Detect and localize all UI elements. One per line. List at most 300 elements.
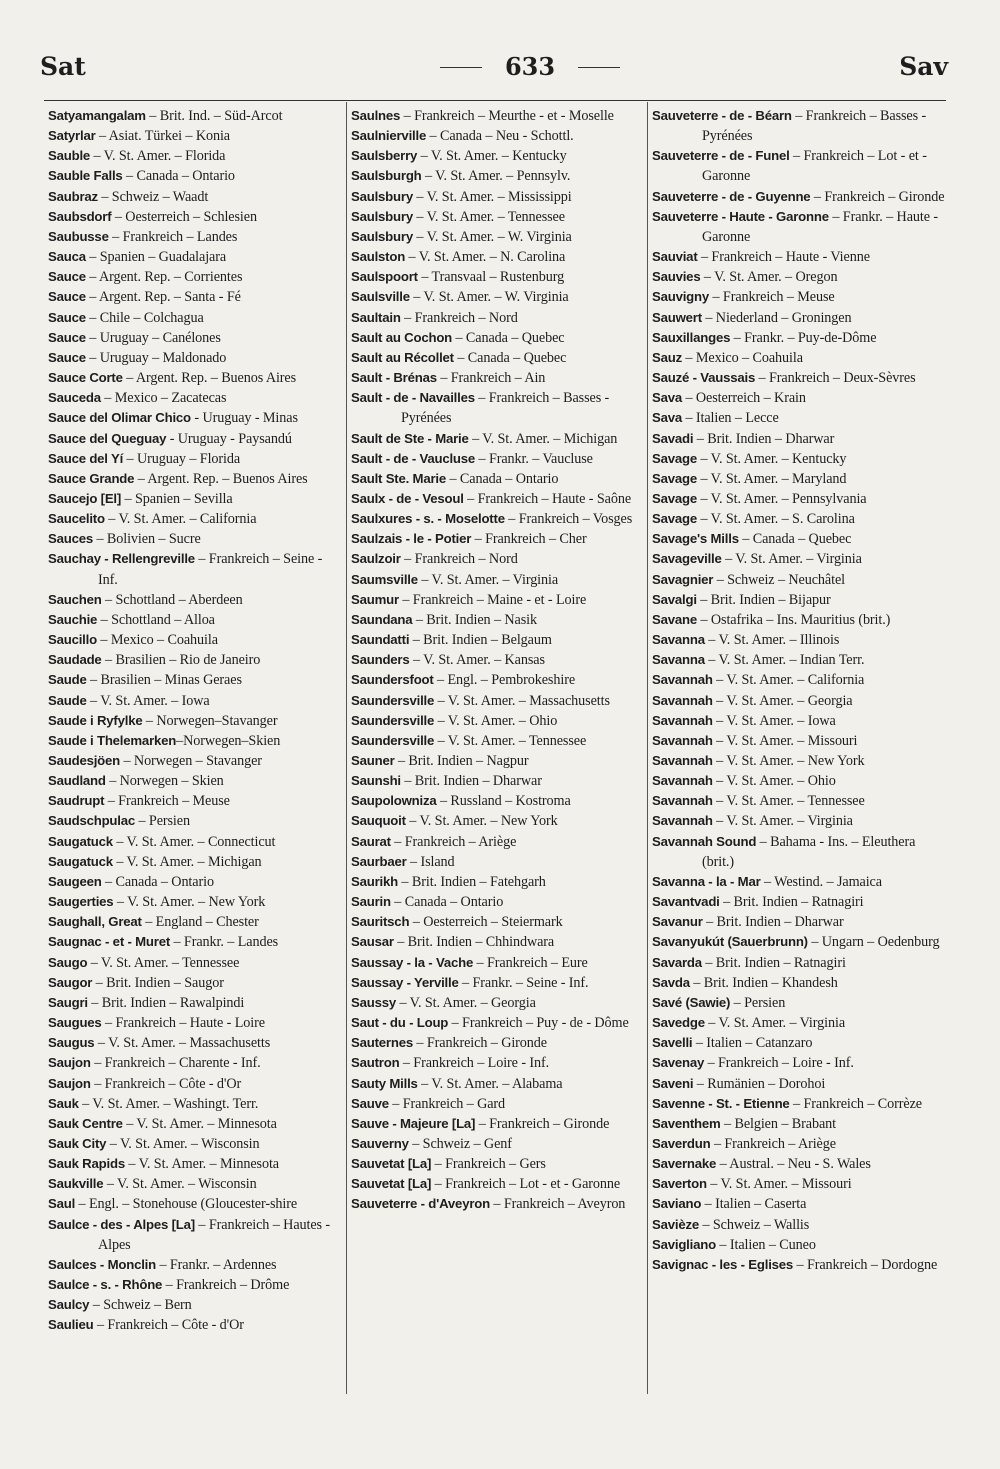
gazetteer-entry	[652, 771, 948, 791]
entry-location: – V. St. Amer. – Missouri	[712, 732, 858, 749]
entry-location: – Argent. Rep. – Santa - Fé	[85, 289, 241, 306]
entry-location: – Frankreich – Meuse	[104, 793, 230, 810]
entry-headword: Sauk City	[48, 1135, 107, 1151]
entry-location: – Canada – Neu - Schottl.	[426, 128, 574, 145]
entry-location: – Italien – Caserta	[701, 1196, 807, 1213]
entry-headword: Saugatuck	[48, 833, 113, 849]
entry-headword: Savannah	[652, 672, 713, 688]
entry-location: – Brit. Indien – Fatehgarh	[397, 873, 546, 890]
gazetteer-entry	[48, 872, 344, 892]
gazetteer-entry	[48, 408, 344, 428]
entry-headword: Saucejo [El]	[48, 490, 122, 506]
gazetteer-entry	[652, 388, 948, 408]
entry-headword: Saulces - Monclin	[48, 1256, 156, 1272]
gazetteer-entry	[351, 549, 647, 569]
gazetteer-entry	[48, 1174, 344, 1194]
entry-location: – Frankreich – Meuse	[709, 289, 835, 306]
gazetteer-entry	[48, 529, 344, 549]
gazetteer-entry	[652, 953, 948, 973]
gazetteer-entry	[351, 771, 647, 791]
gazetteer-entry	[48, 811, 344, 831]
entry-location: – V. St. Amer. – Indian Terr.	[704, 652, 865, 669]
entry-location: – Frankreich – Corrèze	[789, 1095, 923, 1112]
gazetteer-entry	[652, 348, 948, 368]
entry-location: – Frankreich – Hautes - Alpes	[98, 1216, 331, 1253]
gazetteer-entry	[652, 872, 948, 892]
entry-headword: Saverdun	[652, 1135, 711, 1151]
entry-location: – Bahama - Ins. – Eleuthera (brit.)	[702, 833, 916, 870]
entry-headword: Sava	[652, 410, 682, 426]
entry-headword: Saujon	[48, 1075, 91, 1091]
gazetteer-entry	[48, 1013, 344, 1033]
gazetteer-entry	[351, 247, 647, 267]
entry-headword: Saulce - s. - Rhône	[48, 1277, 163, 1293]
entry-headword: Saubusse	[48, 228, 109, 244]
gazetteer-entry	[48, 1114, 344, 1134]
entry-headword: Sauquoit	[351, 813, 406, 829]
entry-location: – Frankreich – Haute - Vienne	[697, 249, 870, 266]
entry-headword: Saude	[48, 672, 87, 688]
entry-location: – V. St. Amer. – Kentucky	[417, 148, 567, 165]
entry-location: – V. St. Amer. – W. Virginia	[412, 228, 572, 245]
gazetteer-entry	[351, 912, 647, 932]
entry-location: – Canada – Ontario	[446, 470, 559, 487]
entry-location: – V. St. Amer. – Pennsylvania	[697, 490, 867, 507]
gazetteer-entry	[48, 610, 344, 630]
entry-location: – V. St. Amer. – Georgia	[396, 994, 536, 1011]
entry-location: – Westind. – Jamaica	[760, 873, 882, 890]
entry-location: – Uruguay – Maldonado	[85, 349, 227, 366]
entry-headword: Sauvetat [La]	[351, 1156, 432, 1172]
gazetteer-entry	[48, 287, 344, 307]
entry-headword: Saude i Thelemarken	[48, 732, 177, 748]
header-rule	[44, 100, 946, 101]
gazetteer-entry	[48, 953, 344, 973]
entry-location: – V. St. Amer. – Florida	[90, 148, 226, 165]
entry-headword: Saude i Ryfylke	[48, 712, 143, 728]
gazetteer-entry	[48, 731, 344, 751]
entry-headword: Sauces	[48, 531, 93, 547]
entry-headword: Sauvetat [La]	[351, 1176, 432, 1192]
gazetteer-entry	[351, 166, 647, 186]
entry-headword: Saundatti	[351, 632, 410, 648]
entry-location: – England – Chester	[141, 914, 259, 931]
entry-headword: Saul	[48, 1196, 76, 1212]
entry-headword: Sauvigny	[652, 289, 710, 305]
entry-location: - Uruguay - Minas	[190, 410, 298, 427]
gazetteer-entry	[48, 1053, 344, 1073]
entry-headword: Savage	[652, 490, 697, 506]
gazetteer-entry	[652, 529, 948, 549]
gazetteer-entry	[48, 932, 344, 952]
gazetteer-entry	[351, 832, 647, 852]
entry-location: – Brit. Indien – Nagpur	[394, 753, 529, 769]
entry-headword: Saurat	[351, 833, 391, 849]
entry-location: – Brasilien – Minas Geraes	[86, 672, 242, 689]
gazetteer-entry	[351, 469, 647, 489]
entry-headword: Sauve - Majeure [La]	[351, 1115, 476, 1131]
entry-location: – Frankreich – Nord	[400, 309, 518, 326]
entry-headword: Savagnier	[652, 571, 714, 587]
entry-location: – Brit. Indien – Ratnagiri	[719, 894, 864, 911]
entry-location: – Rumänien – Dorohoi	[693, 1075, 826, 1092]
gazetteer-entry	[48, 912, 344, 932]
gazetteer-entry	[351, 529, 647, 549]
entry-location: – V. St. Amer. – N. Carolina	[405, 249, 566, 266]
entry-headword: Saverton	[652, 1176, 707, 1192]
entry-headword: Sault - Brénas	[351, 370, 437, 386]
entry-location: – V. St. Amer. – Tennessee	[412, 208, 565, 225]
entry-headword: Sauveterre - de - Funel	[652, 148, 790, 164]
entry-location: – Canada – Ontario	[101, 873, 214, 890]
gazetteer-entry	[351, 308, 647, 328]
entry-location: – Frankreich – Basses - Pyrénées	[401, 390, 610, 427]
gazetteer-entry	[48, 126, 344, 146]
entry-headword: Saubraz	[48, 188, 98, 204]
gazetteer-entry	[351, 650, 647, 670]
gazetteer-entry	[351, 287, 647, 307]
entry-location: – V. St. Amer. – California	[104, 511, 257, 528]
gazetteer-entry	[48, 590, 344, 610]
entry-headword: Sauveterre - Haute - Garonne	[652, 208, 829, 224]
entry-location: – V. St. Amer. – Alabama	[417, 1075, 563, 1092]
gazetteer-entry	[351, 751, 647, 771]
entry-headword: Savenay	[652, 1055, 705, 1071]
gazetteer-entry	[652, 267, 948, 287]
gazetteer-entry	[652, 408, 948, 428]
entry-location: – Frankreich – Vosges	[504, 511, 633, 528]
entry-headword: Sauk	[48, 1095, 79, 1111]
gazetteer-entry	[48, 751, 344, 771]
gazetteer-entry	[652, 1053, 948, 1073]
entry-headword: Saulston	[351, 249, 406, 265]
entry-headword: Saumur	[351, 591, 399, 607]
entry-headword: Saundersville	[351, 732, 435, 748]
entry-headword: Saugor	[48, 974, 93, 990]
entry-location: – V. St. Amer. – Virginia	[712, 813, 853, 830]
gazetteer-entry	[652, 308, 948, 328]
gazetteer-entry	[48, 368, 344, 388]
entry-headword: Saulzoir	[351, 551, 401, 567]
entry-location: – Norwegen – Stavanger	[120, 753, 262, 769]
entry-location: – Frankr. – Landes	[170, 934, 279, 951]
entry-location: – Bolivien – Sucre	[93, 531, 201, 548]
entry-location: – V. St. Amer. – Iowa	[86, 692, 210, 709]
gazetteer-entry	[652, 1215, 948, 1235]
gazetteer-entry	[48, 771, 344, 791]
header-right-catchword: Sav	[899, 52, 948, 81]
entry-headword: Savadi	[652, 430, 694, 446]
gazetteer-entry	[652, 509, 948, 529]
entry-location: – Brit. Indien – Dharwar	[693, 430, 835, 447]
page-number: 633	[440, 52, 620, 81]
entry-headword: Saussay - la - Vache	[351, 954, 474, 970]
entry-headword: Savage	[652, 511, 697, 527]
gazetteer-entry	[652, 1194, 948, 1214]
gazetteer-entry	[652, 791, 948, 811]
entry-location: – Frankreich – Puy - de - Dôme	[448, 1015, 629, 1032]
entry-headword: Saulxures - s. - Moselotte	[351, 511, 505, 527]
gazetteer-entry	[652, 247, 948, 267]
entry-location: – Frankreich – Ariège	[710, 1135, 836, 1152]
gazetteer-entry	[652, 187, 948, 207]
entry-location: – Frankreich – Ariège	[390, 833, 517, 850]
entry-headword: Savannah	[652, 692, 713, 708]
entry-location: – Schottland – Alloa	[97, 611, 215, 628]
gazetteer-entry	[48, 549, 344, 589]
entry-headword: Savé (Sawie)	[652, 994, 731, 1010]
entry-headword: Savenne - St. - Etienne	[652, 1095, 790, 1111]
gazetteer-entry	[652, 993, 948, 1013]
gazetteer-entry	[48, 106, 344, 126]
entry-location: – V. St. Amer. – Kansas	[409, 652, 545, 669]
header-left-catchword: Sat	[40, 52, 86, 81]
entry-location: – Mexico – Coahuila	[681, 349, 803, 366]
gazetteer-entry	[48, 207, 344, 227]
entry-location: - Uruguay - Paysandú	[166, 430, 292, 447]
gazetteer-entry	[48, 630, 344, 650]
entry-headword: Savannah Sound	[652, 833, 757, 849]
entry-location: – V. St. Amer. – Virginia	[704, 1015, 846, 1032]
entry-headword: Saulcy	[48, 1297, 90, 1313]
entry-headword: Sauce	[48, 269, 86, 285]
gazetteer-entry	[48, 670, 344, 690]
gazetteer-entry	[351, 449, 647, 469]
entry-headword: Savigliano	[652, 1236, 716, 1252]
gazetteer-entry	[351, 267, 647, 287]
entry-location: – Frankr. – Seine - Inf.	[458, 974, 589, 991]
entry-headword: Savane	[652, 611, 697, 627]
entry-location: – Frankreich – Nord	[400, 551, 518, 568]
gazetteer-entry	[652, 832, 948, 872]
entry-location: – Persien	[135, 813, 190, 830]
entry-headword: Sauvies	[652, 269, 701, 285]
gazetteer-entry	[652, 1013, 948, 1033]
gazetteer-entry	[351, 1013, 647, 1033]
entry-headword: Sauverny	[351, 1135, 409, 1151]
entry-headword: Saundana	[351, 611, 413, 627]
entry-headword: Sauce	[48, 329, 86, 345]
gazetteer-entry	[48, 993, 344, 1013]
entry-location: – Frankreich – Basses - Pyrénées	[702, 108, 927, 145]
entry-headword: Savage's Mills	[652, 531, 739, 547]
entry-headword: Sauble	[48, 148, 91, 164]
gazetteer-entry	[652, 328, 948, 348]
entry-headword: Saurin	[351, 894, 391, 910]
entry-location: – Mexico – Coahuila	[96, 632, 218, 649]
gazetteer-entry	[48, 509, 344, 529]
entry-headword: Sauchie	[48, 611, 98, 627]
entry-location: – Frankreich – Gard	[388, 1095, 506, 1112]
gazetteer-entry	[351, 207, 647, 227]
entry-location: – V. St. Amer. – Oregon	[700, 269, 838, 286]
entry-location: – V. St. Amer. – S. Carolina	[697, 511, 855, 528]
gazetteer-entry	[48, 247, 344, 267]
entry-location: – V. St. Amer. – Massachusetts	[434, 692, 610, 709]
gazetteer-entry	[351, 368, 647, 388]
entry-headword: Saubsdorf	[48, 208, 112, 224]
entry-location: – V. St. Amer. – Minnesota	[122, 1115, 277, 1132]
entry-headword: Sauchay - Rellengreville	[48, 551, 195, 567]
gazetteer-entry	[48, 187, 344, 207]
entry-location: – V. St. Amer. – Illinois	[704, 632, 840, 649]
entry-headword: Sauce	[48, 309, 86, 325]
gazetteer-entry	[48, 1295, 344, 1315]
entry-location: – V. St. Amer. – Michigan	[468, 430, 618, 447]
entry-headword: Saut - du - Loup	[351, 1015, 449, 1031]
entry-headword: Saugus	[48, 1035, 95, 1051]
entry-headword: Saugeen	[48, 873, 102, 889]
entry-location: – Island	[406, 853, 455, 870]
gazetteer-entry	[351, 509, 647, 529]
entry-location: – Frankreich – Maine - et - Loire	[398, 591, 587, 608]
entry-headword: Saultain	[351, 309, 401, 325]
entry-location: – Italien – Cuneo	[715, 1236, 816, 1253]
gazetteer-entry	[48, 166, 344, 186]
entry-headword: Sauk Rapids	[48, 1156, 125, 1172]
gazetteer-entry	[48, 429, 344, 449]
entry-headword: Sauk Centre	[48, 1115, 123, 1131]
gazetteer-entry	[351, 348, 647, 368]
gazetteer-entry	[652, 610, 948, 630]
entry-headword: Satyrlar	[48, 128, 96, 144]
entry-headword: Saugues	[48, 1015, 102, 1031]
gazetteer-entry	[652, 811, 948, 831]
entry-headword: Savanna	[652, 652, 705, 668]
gazetteer-entry	[652, 1235, 948, 1255]
entry-headword: Saulsburgh	[351, 168, 422, 184]
entry-headword: Savannah	[652, 793, 713, 809]
gazetteer-entry	[652, 1174, 948, 1194]
gazetteer-entry	[652, 691, 948, 711]
entry-headword: Sauchen	[48, 591, 102, 607]
entry-headword: Saveni	[652, 1075, 694, 1091]
entry-location: – Mexico – Zacatecas	[100, 390, 227, 407]
entry-location: – Brit. Indien – Saugor	[92, 974, 224, 991]
entry-headword: Saulsbury	[351, 208, 413, 224]
entry-headword: Saulnes	[351, 108, 401, 123]
gazetteer-entry	[351, 570, 647, 590]
entry-location: – Frankreich – Loire - Inf.	[704, 1055, 854, 1072]
entry-headword: Sava	[652, 390, 682, 406]
entry-location: – Norwegen – Skien	[105, 773, 224, 790]
gazetteer-entry	[652, 892, 948, 912]
entry-headword: Saunshi	[351, 773, 401, 789]
entry-location: – Frankreich – Cher	[471, 531, 587, 548]
entry-headword: Sauce Corte	[48, 370, 123, 386]
entry-headword: Savannah	[652, 773, 713, 789]
gazetteer-entry	[48, 348, 344, 368]
column-divider	[647, 102, 648, 1394]
entry-location: – Argent. Rep. – Buenos Aires	[134, 470, 308, 487]
gazetteer-entry	[652, 670, 948, 690]
entry-location: – Frankreich – Côte - d'Or	[90, 1075, 242, 1092]
entry-headword: Saudrupt	[48, 793, 105, 809]
entry-headword: Savièze	[652, 1216, 699, 1232]
entry-location: – Schweiz – Bern	[89, 1297, 192, 1314]
entry-headword: Sauwert	[652, 309, 702, 325]
gazetteer-entry	[48, 892, 344, 912]
page-header	[40, 52, 948, 92]
entry-headword: Savarda	[652, 954, 702, 970]
entry-headword: Saugo	[48, 954, 88, 970]
entry-headword: Sauternes	[351, 1035, 413, 1051]
gazetteer-entry	[351, 106, 647, 126]
entry-headword: Sauz	[652, 349, 682, 365]
gazetteer-entry	[652, 449, 948, 469]
gazetteer-entry	[652, 489, 948, 509]
entry-location: – Brit. Indien – Ratnagiri	[701, 954, 846, 971]
gazetteer-entry	[48, 852, 344, 872]
gazetteer-entry	[351, 670, 647, 690]
entry-location: – Italien – Lecce	[682, 410, 779, 427]
entry-headword: Sauce Grande	[48, 470, 135, 486]
entry-headword: Saulsville	[351, 289, 410, 305]
entry-location: – Frankreich – Haute - Saône	[463, 490, 632, 507]
entry-headword: Sault au Cochon	[351, 329, 453, 345]
entry-location: – V. St. Amer. – Virginia	[417, 571, 559, 588]
gazetteer-entry	[351, 1174, 647, 1194]
entry-location: – Argent. Rep. – Buenos Aires	[122, 370, 297, 387]
entry-headword: Savannah	[652, 732, 713, 748]
gazetteer-entry	[652, 1033, 948, 1053]
entry-location: – V. St. Amer. – Tennessee	[434, 732, 587, 749]
entry-headword: Sauner	[351, 753, 395, 768]
entry-headword: Savernake	[652, 1156, 717, 1172]
gazetteer-entry	[652, 368, 948, 388]
entry-location: – V. St. Amer. – Michigan	[112, 853, 262, 870]
entry-headword: Savanna - la - Mar	[652, 873, 761, 889]
gazetteer-entry	[48, 1315, 344, 1335]
entry-location: – V. St. Amer. – Missouri	[706, 1176, 852, 1193]
gazetteer-entry	[351, 953, 647, 973]
entry-headword: Saulsbury	[351, 228, 413, 244]
entry-location: – Ostafrika – Ins. Mauritius (brit.)	[697, 611, 891, 628]
entry-headword: Sauveterre - d'Aveyron	[351, 1196, 490, 1212]
gazetteer-entry	[48, 1074, 344, 1094]
entry-headword: Sault - de - Vaucluse	[351, 450, 476, 466]
entry-headword: Sauxillanges	[652, 329, 731, 345]
entry-location: – Frankr. – Vaucluse	[475, 450, 593, 467]
gazetteer-entry	[351, 1194, 647, 1214]
entry-location: – Austral. – Neu - S. Wales	[716, 1156, 871, 1173]
entry-headword: Saulsbury	[351, 188, 413, 204]
entry-location: – Frankreich – Aveyron	[489, 1196, 626, 1213]
entry-location: – V. St. Amer. – Virginia	[721, 551, 862, 568]
gazetteer-entry	[48, 1215, 344, 1255]
gazetteer-entry	[652, 1154, 948, 1174]
entry-location: – Schweiz – Genf	[408, 1135, 512, 1152]
gazetteer-entry	[652, 146, 948, 186]
entry-location: – Norwegen–Stavanger	[142, 712, 278, 729]
gazetteer-entry	[351, 1134, 647, 1154]
entry-headword: Sauritsch	[351, 914, 410, 930]
entry-headword: Saugri	[48, 994, 88, 1010]
entry-location: – Frankreich – Loire - Inf.	[399, 1055, 550, 1072]
gazetteer-entry	[652, 711, 948, 731]
entry-headword: Savannah	[652, 712, 713, 728]
entry-headword: Saudesjöen	[48, 753, 121, 768]
entry-headword: Saupolowniza	[351, 793, 437, 809]
entry-headword: Saventhem	[652, 1115, 721, 1131]
entry-location: – Canada – Ontario	[122, 168, 235, 185]
entry-headword: Saviano	[652, 1196, 702, 1212]
entry-headword: Savanyukút (Sauerbrunn)	[652, 934, 808, 950]
entry-location: – V. St. Amer. – California	[712, 672, 865, 689]
entry-headword: Saugerties	[48, 894, 114, 910]
entry-location: – V. St. Amer. – New York	[113, 894, 266, 911]
gazetteer-entry	[351, 1154, 647, 1174]
